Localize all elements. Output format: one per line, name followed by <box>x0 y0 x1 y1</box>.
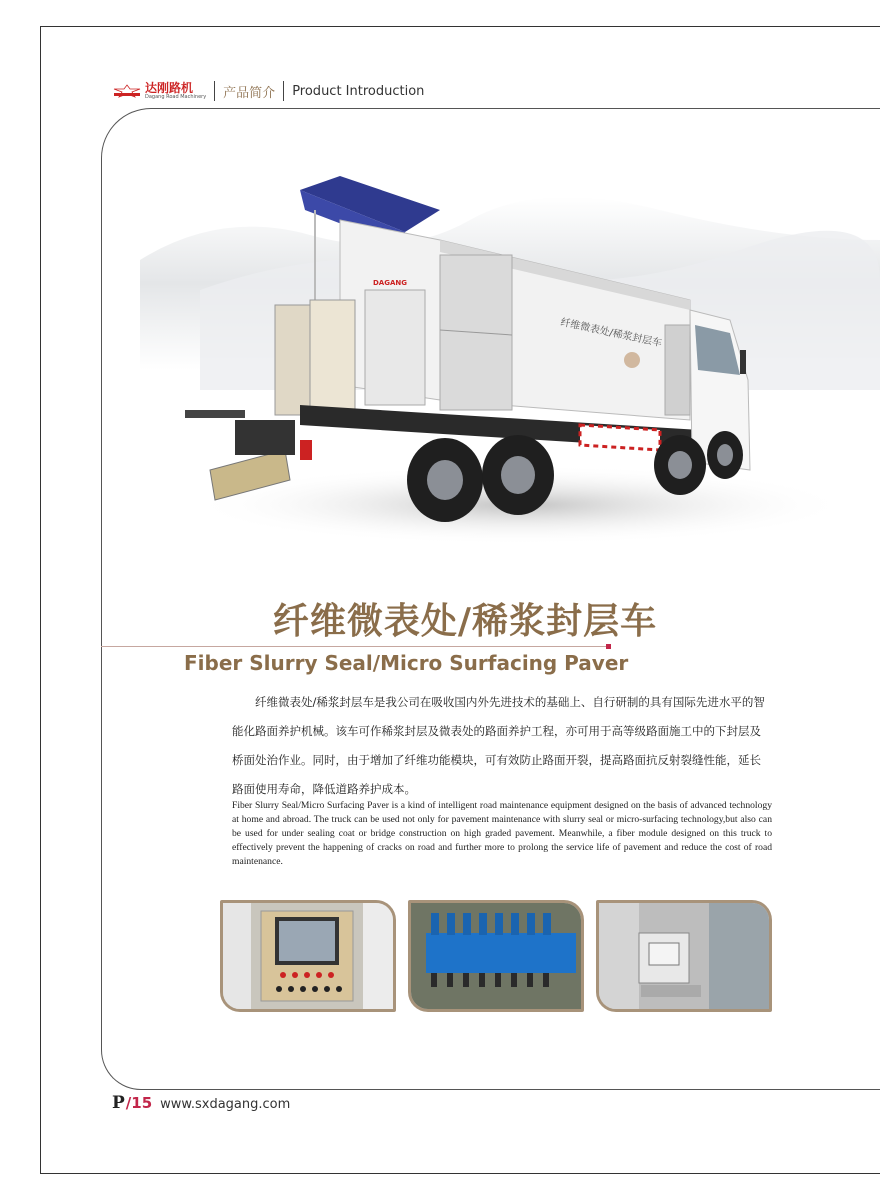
logo-emblem-icon <box>112 84 142 98</box>
page-mark: P <box>112 1093 125 1113</box>
control-panel-photo <box>220 900 396 1012</box>
fiber-module-photo <box>596 900 772 1012</box>
truck-image <box>140 150 880 570</box>
company-logo <box>112 80 206 102</box>
detail-gallery <box>220 900 772 1012</box>
hydraulic-valve-photo <box>408 900 584 1012</box>
header-divider <box>214 81 215 101</box>
section-title-cn: 产品简介 <box>223 85 276 101</box>
description-en: Fiber Slurry Seal/Micro Surfacing Paver is a kind of intelligent road maintenance equipment designed on the basis of advanced technology at home and abroad. The truck can be used not only for pavement maintenance with slurry seal or micro-surfacing technology,but also can be used for under sealing coat or bridge construction on high graded pavement. Meanwhile, a fiber module designed on this truck to effectively prevent the happening of cracks on road and further more to prolong the service life of pavement and reduce the cost of road maintenance. <box>232 800 772 867</box>
page-footer <box>112 1093 290 1113</box>
website-url: www.sxdagang.com <box>160 1097 291 1112</box>
product-title-cn: 纤维微表处/稀浆封层车 <box>272 601 658 642</box>
title-accent-dot <box>606 644 611 649</box>
description-cn-text: 纤维微表处/稀浆封层车是我公司在吸收国内外先进技术的基础上、自行研制的具有国际先进水平的智能化路面养护机械。该车可作稀浆封层及微表处的路面养护工程，亦可用于高等级路面施工中的下封层及桥面处治作业。同时，由于增加了纤维功能模块，可有效防止路面开裂，提高路面抗反射裂缝性能，延长路面使用寿命，降低道路养护成本。 <box>232 695 765 796</box>
section-title-en: Product Introduction <box>292 83 425 99</box>
truck-logo-text: DAGANG <box>373 279 407 287</box>
truck-body-text: 纤维微表处/稀浆封层车 <box>559 317 663 350</box>
logo-en: Dagang Road Machinery <box>145 94 207 100</box>
product-title-en: Fiber Slurry Seal/Micro Surfacing Paver <box>184 651 629 675</box>
page-number: /15 <box>125 1094 153 1112</box>
title-underline <box>101 646 607 647</box>
description-cn <box>232 688 772 804</box>
header-divider <box>283 81 284 101</box>
page-header <box>112 80 424 102</box>
logo-cn: 达刚路机 <box>145 81 194 95</box>
